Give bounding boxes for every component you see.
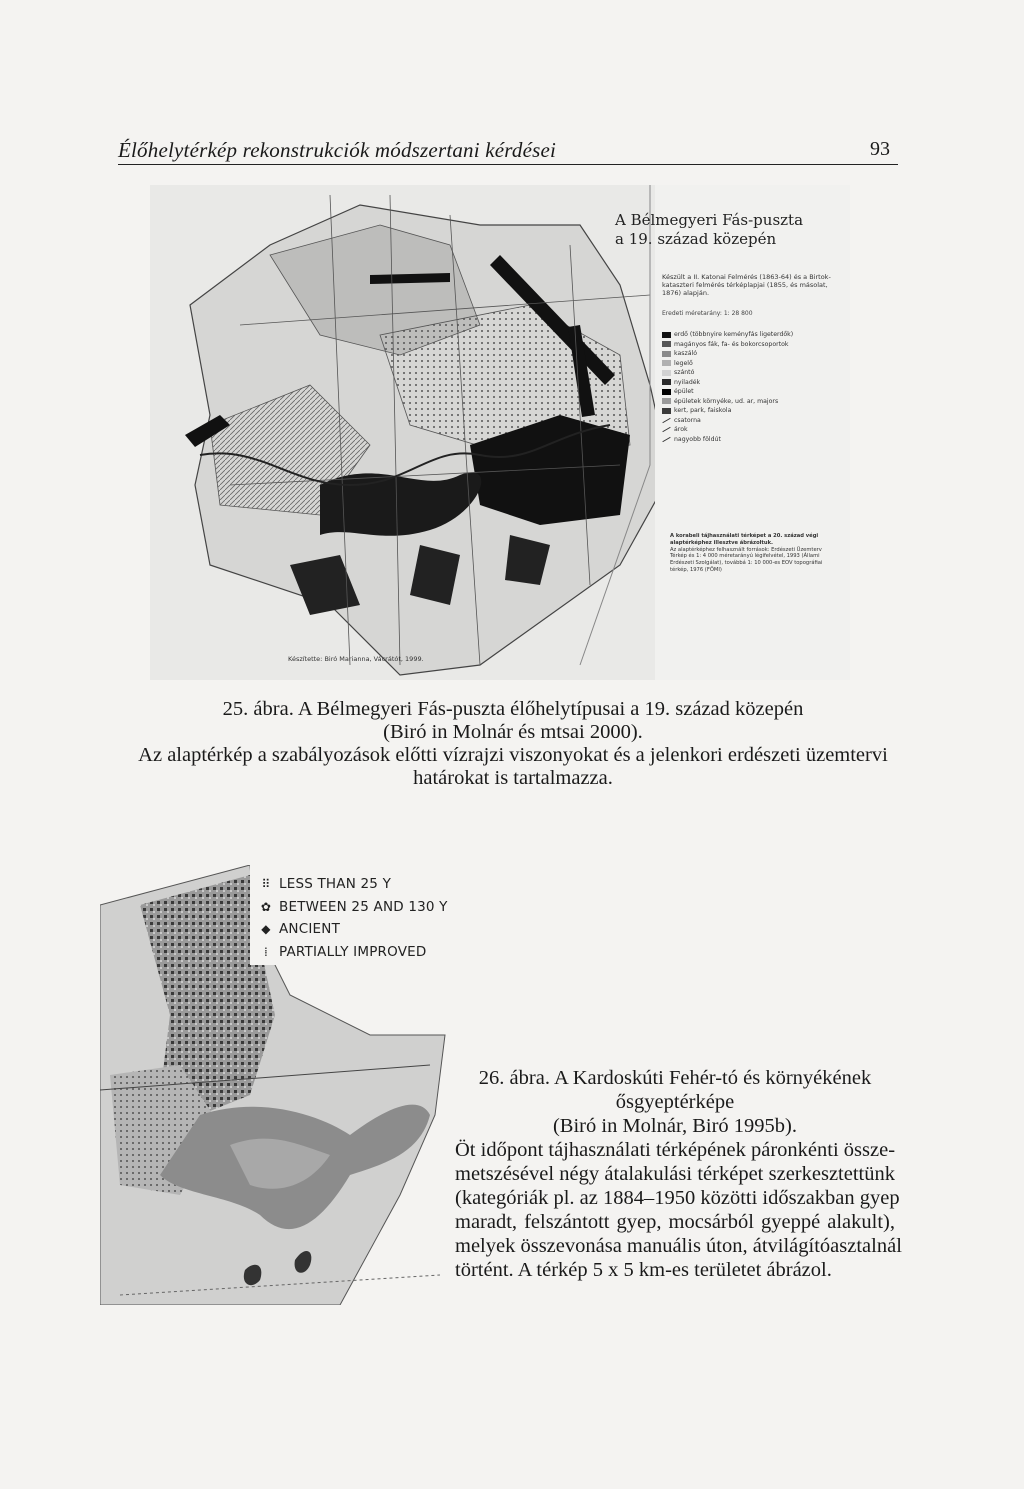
legend25-label: szántó (674, 369, 695, 376)
legend25-item (662, 406, 842, 416)
legend25-item (662, 340, 842, 350)
legend25-swatch (662, 389, 671, 395)
running-title: Élőhelytérkép rekonstrukciók módszertani kérdései (118, 138, 557, 162)
map-title-line2: a 19. század közepén (615, 230, 777, 248)
legend26-item (256, 941, 448, 964)
legend25-label: erdő (többnyire keményfás ligeterdők) (674, 331, 794, 338)
legend26-item (256, 896, 448, 919)
legend25-item (662, 359, 842, 369)
legend25-swatch (662, 341, 671, 347)
legend25-swatch (662, 351, 671, 357)
figure-25-map (150, 185, 850, 680)
legend25-swatch (662, 418, 670, 423)
legend25-swatch (662, 360, 671, 366)
legend25-item (662, 435, 842, 445)
legend26-item (256, 873, 448, 896)
legend25-label: kaszáló (674, 350, 698, 357)
caption26-line5: metszésével négy átalakulási térképet szerkesztettünk (455, 1163, 895, 1185)
legend25-item (662, 330, 842, 340)
legend26-symbol-icon: ✿ (260, 899, 272, 914)
legend26-label: BETWEEN 25 AND 130 Y (279, 898, 448, 915)
caption26-line8: melyek összevonása manuális úton, átvilágítóasztalnál (455, 1235, 902, 1257)
map-note-bold: A korabeli tájhasználati térképet a 20. század végi alaptérképhez illesztve ábrázoltuk. (670, 533, 819, 546)
legend25-swatch (662, 427, 670, 432)
caption25-line4: határokat is tartalmazza. (413, 767, 613, 789)
legend26-symbol-icon: ⠿ (261, 877, 271, 891)
map-title-line1: A Bélmegyeri Fás-puszta (615, 211, 804, 229)
legend25-item (662, 368, 842, 378)
legend25-swatch (662, 437, 670, 442)
figure-26-caption (455, 1066, 902, 1282)
legend25-swatch (662, 370, 671, 376)
legend25-label: nagyobb földút (674, 435, 721, 443)
legend25-label: épületek környéke, ud. ar, majors (674, 397, 779, 405)
caption26-line4: Öt időpont tájhasználati térképének páronkénti össze- (455, 1139, 896, 1161)
legend25-label: épület (674, 388, 694, 395)
caption26-line6: (kategóriák pl. az 1884–1950 közötti időszakban gyep (455, 1187, 900, 1209)
page-header (118, 138, 898, 165)
legend26-label: PARTIALLY IMPROVED (279, 943, 427, 960)
legend26-label: LESS THAN 25 Y (279, 876, 392, 892)
legend25-item (662, 349, 842, 359)
map-legend (662, 330, 842, 444)
caption26-line3: (Biró in Molnár, Biró 1995b). (552, 1115, 798, 1137)
map-scale: Eredeti méretarány: 1: 28 800 (662, 310, 753, 317)
legend26-symbol-icon: ⁞ (263, 944, 268, 959)
legend25-item (662, 416, 842, 426)
legend25-label: nyiladék (674, 378, 701, 386)
map-title (615, 211, 803, 249)
legend25-swatch (662, 408, 671, 414)
legend25-swatch (662, 398, 671, 404)
map26-legend (256, 873, 448, 963)
legend25-item (662, 397, 842, 407)
caption26-line7: maradt, felszántott gyep, mocsárból gyeppé alakult), (455, 1211, 895, 1233)
legend26-symbol-icon: ◆ (261, 922, 271, 936)
legend25-item (662, 425, 842, 435)
legend26-item (256, 918, 448, 941)
legend26-label: ANCIENT (279, 921, 341, 937)
legend25-label: magányos fák, fa- és bokorcsoportok (674, 340, 789, 348)
map-credit: Készült a II. Katonai Felmérés (1863-64) és a Birtok-kataszteri felmérés térképlapjai (1855, és másolat, 1876) alapján. (662, 273, 831, 297)
map-note (670, 533, 830, 574)
caption26-line9: történt. A térkép 5 x 5 km-es területet ábrázol. (455, 1259, 832, 1281)
page-number: 93 (870, 138, 890, 160)
legend25-item (662, 387, 842, 397)
legend25-label: legelő (674, 359, 693, 367)
legend25-label: csatorna (674, 416, 701, 424)
legend25-swatch (662, 379, 671, 385)
caption26-line1: 26. ábra. A Kardoskúti Fehér-tó és környékének (478, 1067, 872, 1089)
legend25-swatch (662, 332, 671, 338)
caption26-line2: ősgyeptérképe (615, 1091, 735, 1113)
legend25-label: árok (674, 426, 688, 433)
caption25-line1: 25. ábra. A Bélmegyeri Fás-puszta élőhelytípusai a 19. század közepén (222, 698, 804, 720)
legend25-item (662, 378, 842, 388)
map-note-sources: Az alaptérképhez felhasznált források: Erdészeti Üzemterv Térkép és 1: 4 000 méretarányú légifelvétel, 1993 (Állami Erdészeti Szolgálat), továbbá 1: 10 000-es EOV topográfiai térkép, 1976 (FÖMI) (670, 546, 823, 573)
map-maker: Készítette: Biró Marianna, Vácrátót, 1999. (288, 655, 424, 663)
figure-25-caption (118, 698, 908, 790)
figure-26-map (100, 865, 470, 1305)
caption25-line3: Az alaptérkép a szabályozások előtti vízrajzi viszonyokat és a jelenkori erdészeti üzemtervi (138, 744, 888, 766)
legend25-label: kert, park, faiskola (674, 407, 732, 414)
caption25-line2: (Biró in Molnár és mtsai 2000). (383, 721, 643, 743)
